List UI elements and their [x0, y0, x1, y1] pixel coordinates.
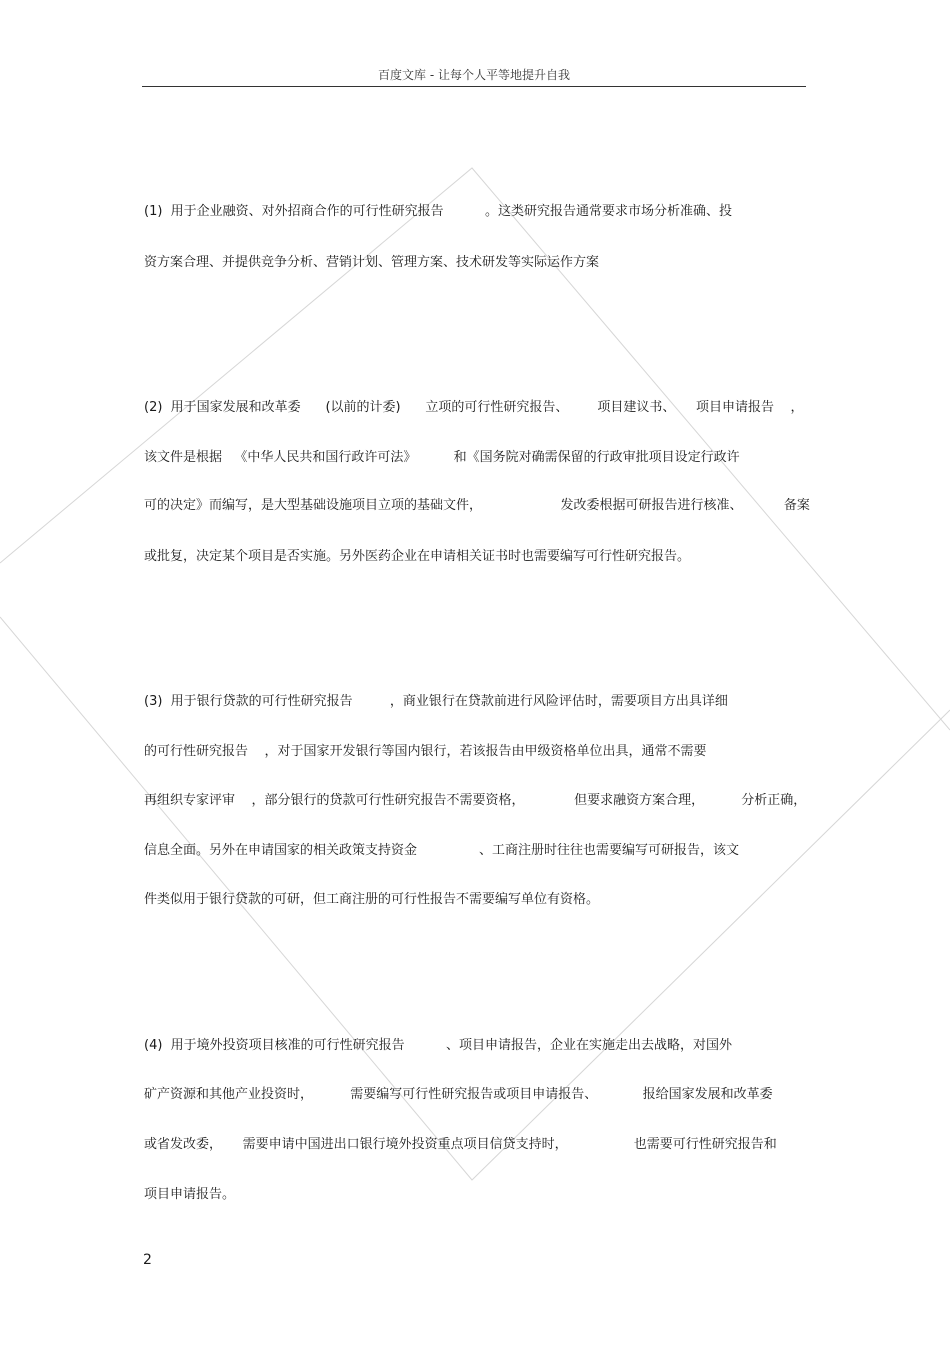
para3-line3: 再组织专家评审 ，部分银行的贷款可行性研究报告不需要资格， 但要求融资方案合理， 分析正确，: [144, 793, 807, 808]
para2-line2: 该文件是根据 《中华人民共和国行政许可法》 和《国务院对确需保留的行政审批项目设定行政许: [144, 450, 740, 465]
page-number: 2: [143, 1252, 152, 1268]
para3-line1: (3) 用于银行贷款的可行性研究报告 ，商业银行在贷款前进行风险评估时，需要项目方出具详细: [144, 694, 728, 709]
para4-line4: 项目申请报告。: [144, 1187, 236, 1202]
para4-line2: 矿产资源和其他产业投资时， 需要编写可行性研究报告或项目申请报告、 报给国家发展和改革委: [144, 1087, 773, 1102]
para2-line4: 或批复，决定某个项目是否实施。另外医药企业在申请相关证书时也需要编写可行性研究报告。: [144, 549, 691, 564]
para2-line3: 可的决定》而编写，是大型基础设施项目立项的基础文件， 发改委根据可研报告进行核准、 备案: [144, 498, 810, 513]
para3-line5: 件类似用于银行贷款的可研，但工商注册的可行性报告不需要编写单位有资格。: [144, 892, 600, 907]
para3-line4: 信息全面。另外在申请国家的相关政策支持资金 、工商注册时往往也需要编写可研报告，该文: [144, 843, 739, 858]
header-rule: [142, 86, 806, 87]
para1-line1: (1) 用于企业融资、对外招商合作的可行性研究报告 。这类研究报告通常要求市场分析准确、投: [144, 204, 733, 219]
para4-line1: (4) 用于境外投资项目核准的可行性研究报告 、项目申请报告，企业在实施走出去战略，对国外: [144, 1038, 733, 1053]
page-header: 百度文库 - 让每个人平等地提升自我: [378, 68, 570, 82]
para3-line2: 的可行性研究报告 ，对于国家开发银行等国内银行，若该报告由甲级资格单位出具，通常不需要: [144, 744, 707, 759]
para1-line2: 资方案合理、并提供竞争分析、营销计划、管理方案、技术研发等实际运作方案: [144, 255, 600, 270]
para2-line1: (2) 用于国家发展和改革委 (以前的计委) 立项的可行性研究报告、 项目建议书、 项目申请报告 ，: [144, 400, 804, 415]
para4-line3: 或省发改委， 需要申请中国进出口银行境外投资重点项目信贷支持时， 也需要可行性研究报告和: [144, 1137, 777, 1152]
